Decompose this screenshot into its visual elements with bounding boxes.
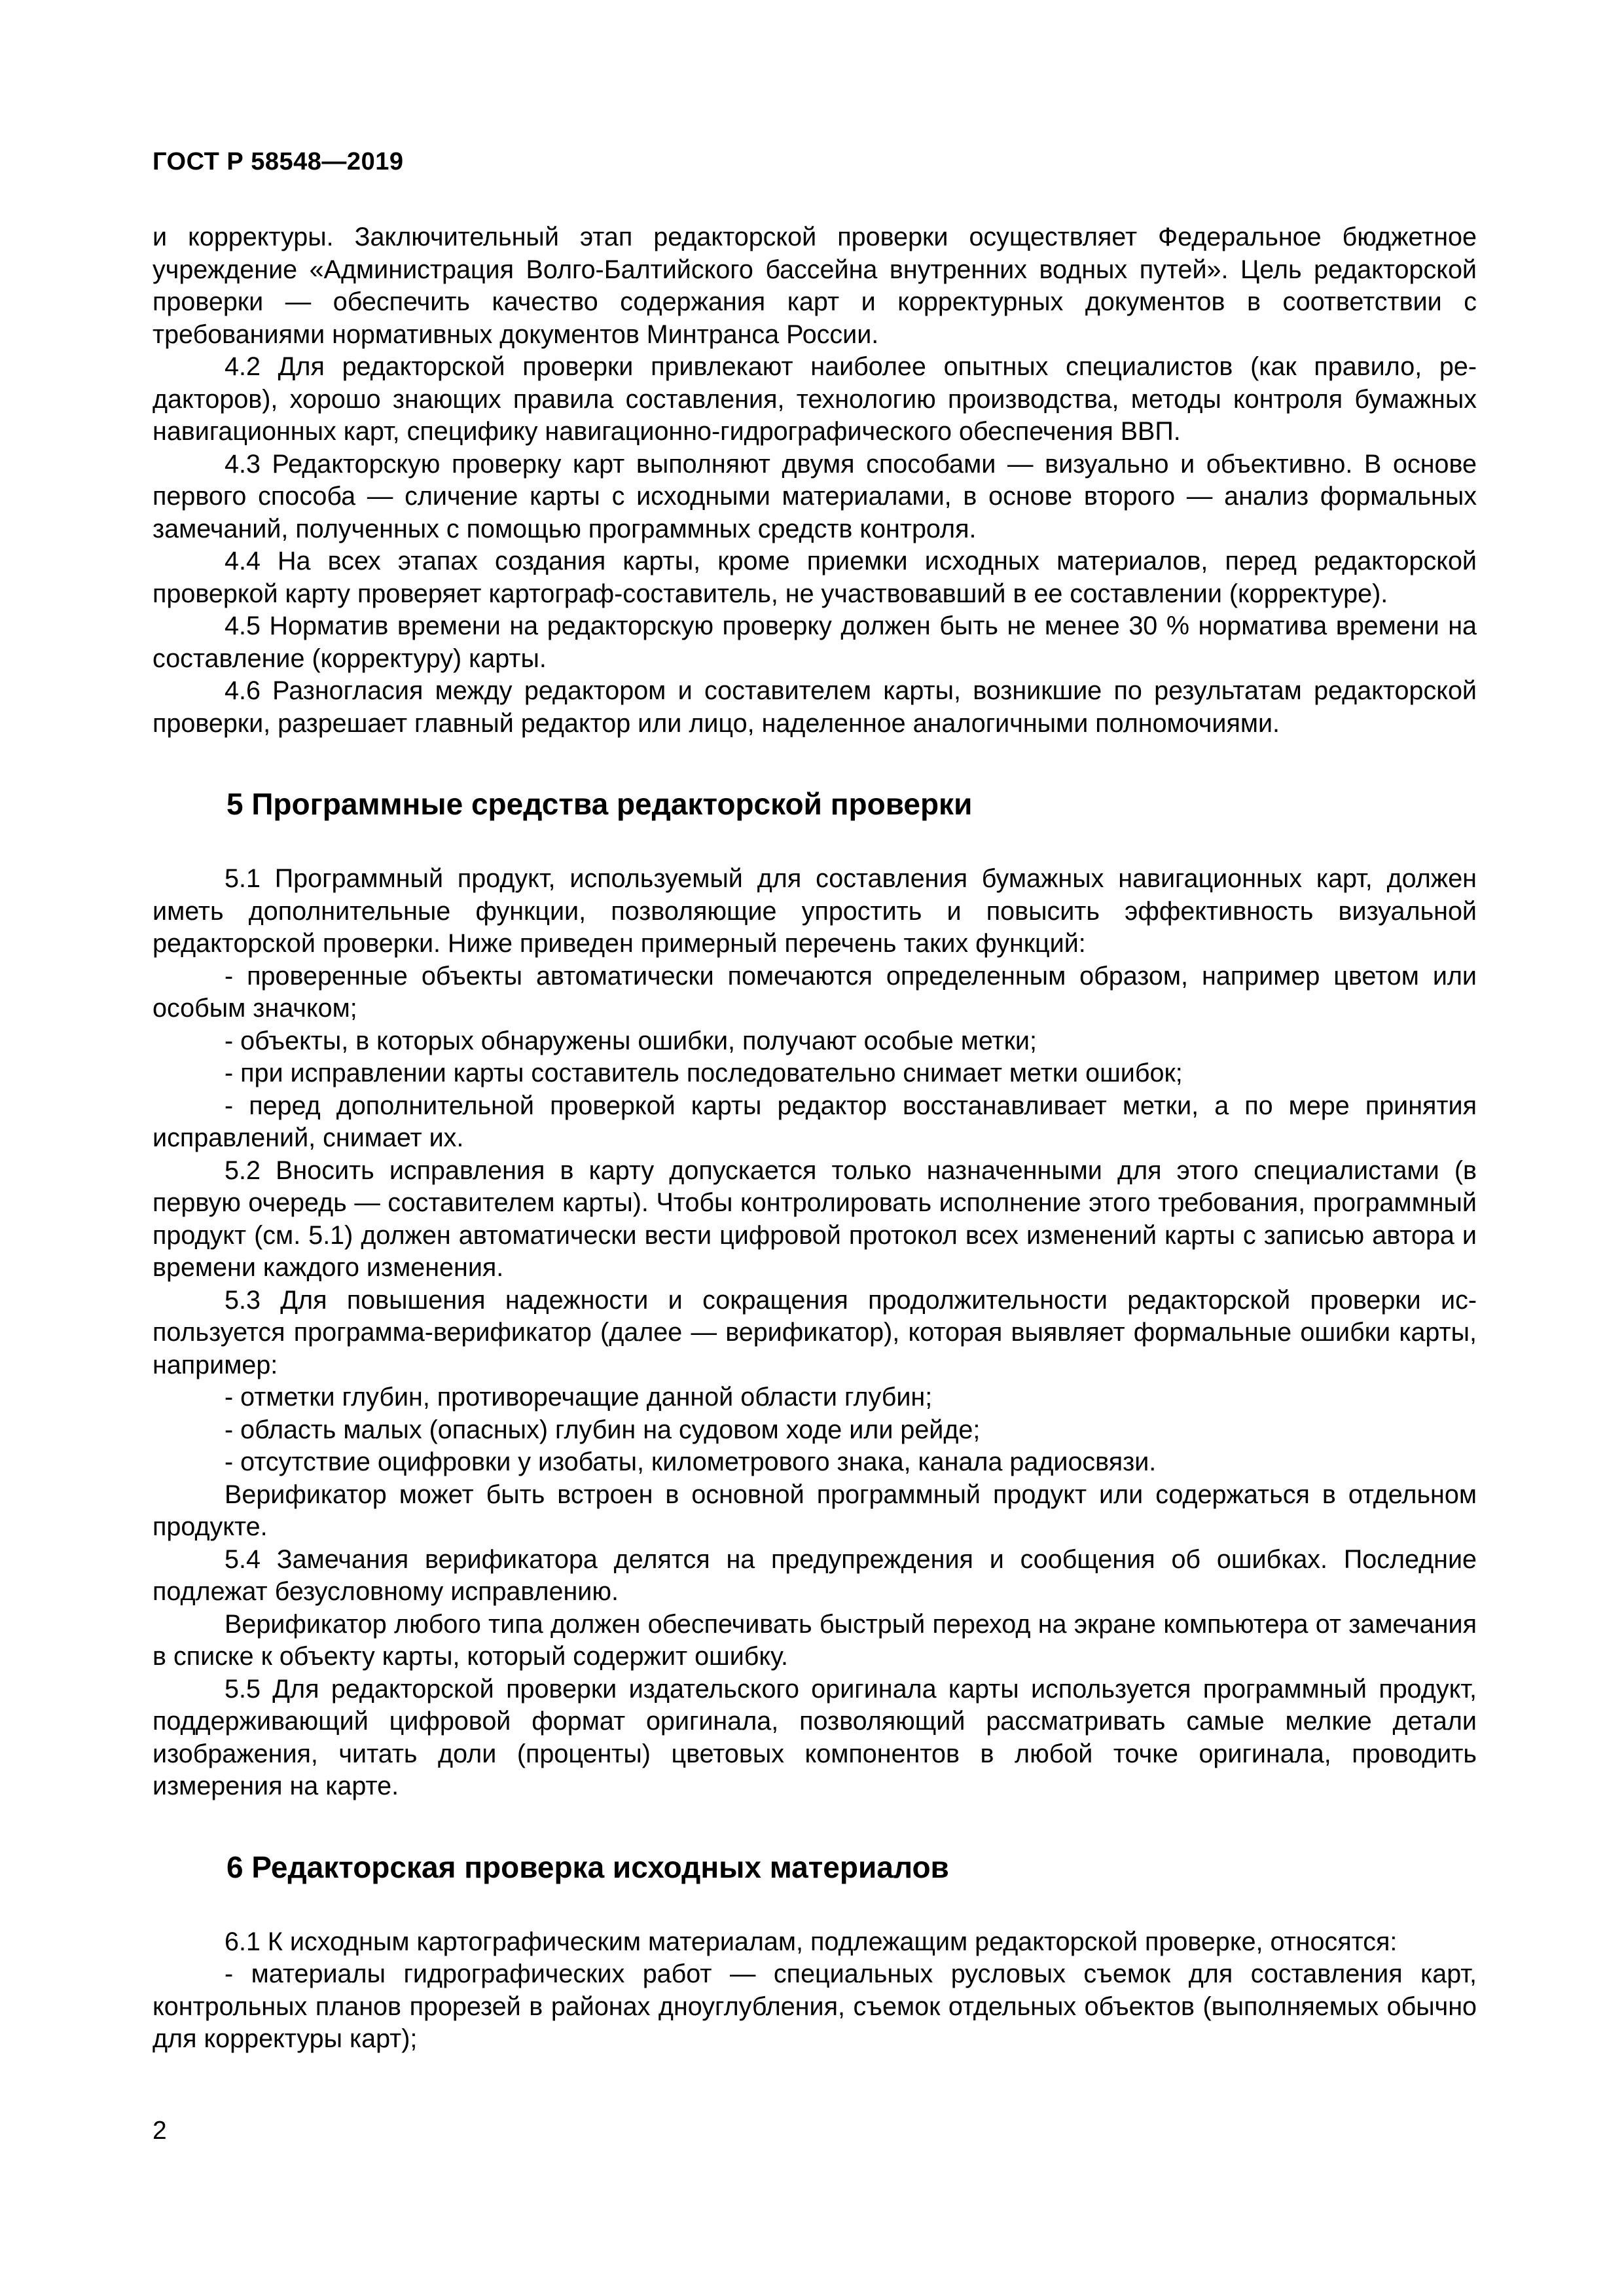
paragraph: Верификатор может быть встроен в основной программный продукт или содержаться в отдельном продукте.	[153, 1480, 1477, 1541]
paragraph: 6.1 К исходным картографическим материалам, подлежащим редакторской проверке, относятся:	[225, 1927, 1398, 1956]
paragraph: 4.4 На всех этапах создания карты, кроме приемки исходных материалов, перед редакторской проверкой карту проверяет картограф-составитель, не участвовавший в ее составлении (корректуре).	[153, 547, 1477, 608]
list-item: - материалы гидрографических работ — специальных русловых съемок для составления карт, контрольных планов прорезей в районах дноуглубления, съемок отдельных объектов (выполняемых обычно для корректуры карт);	[153, 1959, 1477, 2053]
page-number: 2	[153, 2117, 167, 2145]
list-item: - отметки глубин, противоречащие данной области глубин;	[225, 1383, 933, 1412]
paragraph: 5.5 Для редакторской проверки издательского оригинала карты используется программный продукт, поддерживающий цифровой формат оригинала, позволяющий рассматривать самые мелкие детали изображения, читать доли (проценты) цветовых компонентов в любой точке оригинала, проводить измерения на карте.	[153, 1674, 1477, 1800]
document-header: ГОСТ Р 58548—2019	[153, 148, 404, 175]
paragraph: 5.3 Для повышения надежности и сокращения продолжительности редакторской проверки используется программа-верификатор (далее — верификатор), которая выявляет формальные ошибки карты, например:	[153, 1285, 1477, 1379]
paragraph: Верификатор любого типа должен обеспечивать быстрый переход на экране компьютера от замечания в списке к объекту карты, который содержит ошибку.	[153, 1609, 1477, 1671]
paragraph: 4.6 Разногласия между редактором и составителем карты, возникшие по результатам редакторской проверки, разрешает главный редактор или лицо, наделенное аналогичными полномочиями.	[153, 676, 1477, 738]
list-item: - при исправлении карты составитель последовательно снимает метки ошибок;	[225, 1059, 1183, 1087]
paragraph: 4.3 Редакторскую проверку карт выполняют двумя способами — визуально и объективно. В основе первого способа — сличение карты с исходными материалами, в основе второго — анализ формальных замечаний, полученных с помощью программных средств контроля.	[153, 449, 1477, 543]
paragraph: 5.1 Программный продукт, используемый для составления бумажных навигационных карт, должен иметь дополнительные функции, позволяющие упростить и повысить эффективность визуальной редакторской проверки. Ниже приведен примерный перечень таких функций:	[153, 864, 1477, 958]
paragraph: 4.2 Для редакторской проверки привлекают наиболее опытных специалистов (как правило, редакторов), хорошо знающих правила составления, технологию производства, методы контроля бумажных навигационных карт, специфику навигационно-гидрографического обеспечения ВВП.	[153, 352, 1477, 446]
paragraph: и корректуры. Заключительный этап редакторской проверки осуществляет Федеральное бюджетное учреждение «Администрация Волго-Балтийского бассейна внутренних водных путей». Цель редакторской проверки — обеспечить качество содержания карт и корректурных документов в соответствии с требованиями нормативных документов Минтранса России.	[153, 223, 1477, 349]
list-item: - область малых (опасных) глубин на судовом ходе или рейде;	[225, 1415, 981, 1444]
list-item: - проверенные объекты автоматически помечаются определенным образом, например цветом или особым значком;	[153, 961, 1477, 1023]
paragraph: 5.4 Замечания верификатора делятся на предупреждения и сообщения об ошибках. Последние подлежат безусловному исправлению.	[153, 1544, 1477, 1606]
list-item: - объекты, в которых обнаружены ошибки, получают особые метки;	[225, 1026, 1037, 1055]
section-heading: 5 Программные средства редакторской проверки	[226, 787, 973, 821]
paragraph: 5.2 Вносить исправления в карту допускается только назначенными для этого специалистами (в первую очередь — составителем карты). Чтобы контролировать исполнение этого требования, программный продукт (см. 5.1) должен автоматически вести цифровой протокол всех изменений карты с записью автора и времени каждого изменения.	[153, 1156, 1477, 1282]
section-heading: 6 Редакторская проверка исходных материалов	[226, 1850, 949, 1884]
paragraph: 4.5 Норматив времени на редакторскую проверку должен быть не менее 30 % норматива времени на составление (корректуру) карты.	[153, 611, 1477, 673]
document-body	[153, 221, 1477, 2056]
list-item: - перед дополнительной проверкой карты редактор восстанавливает метки, а по мере принятия исправлений, снимает их.	[153, 1091, 1477, 1152]
list-item: - отсутствие оцифровки у изобаты, километрового знака, канала радиосвязи.	[225, 1448, 1157, 1476]
